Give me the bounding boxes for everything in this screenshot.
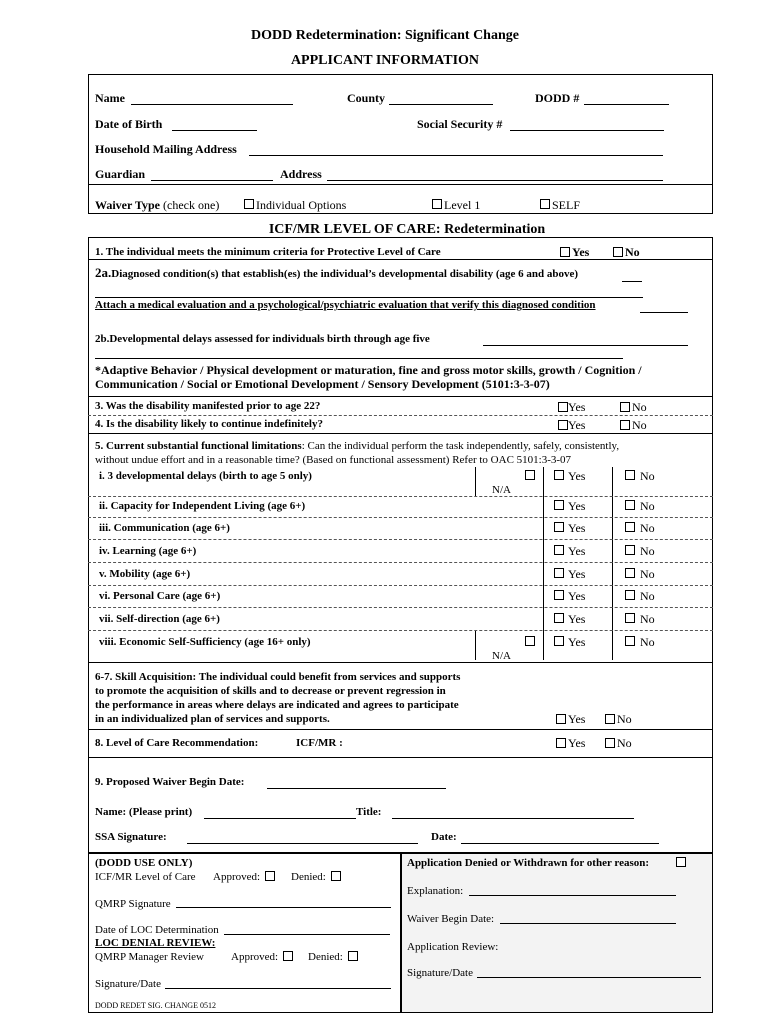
- q8-text: 8. Level of Care Recommendation:: [95, 737, 259, 749]
- no-label: No: [632, 418, 647, 432]
- yes-label: Yes: [568, 521, 586, 535]
- q2a-attach-note: Attach a medical evaluation and a psychological/psychiatric evaluation that verify this diagnosed condition: [95, 299, 596, 311]
- limitation-vi-no-checkbox[interactable]: [625, 590, 635, 600]
- review-approved-checkbox[interactable]: [283, 951, 293, 961]
- divider: [88, 562, 713, 563]
- q2a-attach-field[interactable]: [640, 312, 688, 313]
- yes-label: Yes: [572, 245, 590, 259]
- loc-approved-checkbox[interactable]: [265, 871, 275, 881]
- q8-icf-label: ICF/MR :: [296, 737, 343, 749]
- limitation-viii-no-checkbox[interactable]: [625, 636, 635, 646]
- ssa-date-label: Date:: [431, 831, 457, 843]
- divider: [88, 415, 713, 416]
- limitation-label: v. Mobility (age 6+): [99, 568, 191, 580]
- waiver-type-label: Waiver Type (check one): [95, 198, 220, 212]
- divider: [88, 517, 713, 518]
- dodd-number-field[interactable]: [584, 104, 669, 105]
- limitation-label: iii. Communication (age 6+): [99, 522, 230, 534]
- limitation-i-yes-checkbox[interactable]: [554, 470, 564, 480]
- no-label: No: [640, 499, 655, 513]
- no-label: No: [640, 589, 655, 603]
- approved-label: Approved:: [231, 951, 279, 963]
- q2a-answer-field[interactable]: [622, 281, 642, 282]
- dodd-use-heading: (DODD USE ONLY): [95, 857, 193, 869]
- denied-label: Denied:: [308, 951, 343, 963]
- ssa-signature-field[interactable]: [187, 843, 418, 844]
- signature-date-label: Signature/Date: [95, 978, 161, 990]
- ssa-signature-label: SSA Signature:: [95, 831, 167, 843]
- q1-text: 1. The individual meets the minimum criteria for Protective Level of Care: [95, 246, 441, 258]
- denied-label: Denied:: [291, 871, 326, 883]
- signature-date-field[interactable]: [165, 988, 391, 989]
- q4-yes-checkbox[interactable]: [558, 420, 568, 430]
- guardian-label: Guardian: [95, 167, 146, 181]
- limitation-iv-yes-checkbox[interactable]: [554, 545, 564, 555]
- denied-signature-date-field[interactable]: [477, 977, 701, 978]
- na-label: N/A: [492, 484, 511, 496]
- q4-text: 4. Is the disability likely to continue indefinitely?: [95, 418, 323, 430]
- waiver-begin-label: Waiver Begin Date:: [407, 913, 495, 925]
- limitation-ii-yes-checkbox[interactable]: [554, 500, 564, 510]
- limitation-label: viii. Economic Self-Sufficiency (age 16+ only): [99, 636, 311, 648]
- denied-signature-date-label: Signature/Date: [407, 967, 473, 979]
- limitation-iii-yes-checkbox[interactable]: [554, 522, 564, 532]
- divider: [88, 585, 713, 586]
- waiver-option-label: Individual Options: [256, 198, 347, 212]
- yes-label: Yes: [568, 612, 586, 626]
- name-field[interactable]: [131, 104, 293, 105]
- q67-no-checkbox[interactable]: [605, 714, 615, 724]
- q5-text-line2: without undue effort and in a reasonable time? (Based on functional assessment) Refer to OAC 5101:3-3-07: [95, 454, 572, 466]
- ssn-label: Social Security #: [417, 117, 503, 131]
- q8-no-checkbox[interactable]: [605, 738, 615, 748]
- adaptive-behavior-line2: Communication / Social or Emotional Development / Sensory Development (5101:3-3-07): [95, 377, 550, 391]
- limitation-label: ii. Capacity for Independent Living (age 6+): [99, 500, 306, 512]
- dob-label: Date of Birth: [95, 117, 163, 131]
- divider: [88, 184, 713, 185]
- county-field[interactable]: [389, 104, 493, 105]
- q4-no-checkbox[interactable]: [620, 420, 630, 430]
- name-label: Name: [95, 91, 125, 105]
- divider: [88, 539, 713, 540]
- loc-denied-checkbox[interactable]: [331, 871, 341, 881]
- no-label: No: [617, 712, 632, 726]
- ssa-date-field[interactable]: [461, 843, 659, 844]
- limitation-i-na-checkbox[interactable]: [525, 470, 535, 480]
- limitation-v-no-checkbox[interactable]: [625, 568, 635, 578]
- limitation-vii-yes-checkbox[interactable]: [554, 613, 564, 623]
- ssn-field[interactable]: [510, 130, 664, 131]
- limitation-vii-no-checkbox[interactable]: [625, 613, 635, 623]
- loc-date-label: Date of LOC Determination: [95, 924, 219, 936]
- application-review-label: Application Review:: [407, 941, 499, 953]
- yes-label: Yes: [568, 544, 586, 558]
- waiver-begin-field[interactable]: [500, 923, 676, 924]
- limitation-vi-yes-checkbox[interactable]: [554, 590, 564, 600]
- q3-text: 3. Was the disability manifested prior to age 22?: [95, 400, 321, 412]
- waiver-begin-date-field[interactable]: [267, 788, 446, 789]
- application-denied-box: [401, 853, 713, 1013]
- limitation-ii-no-checkbox[interactable]: [625, 500, 635, 510]
- q2a-condition-field[interactable]: [95, 297, 643, 298]
- divider: [475, 467, 476, 496]
- explanation-field[interactable]: [469, 895, 676, 896]
- limitation-viii-yes-checkbox[interactable]: [554, 636, 564, 646]
- limitation-label: i. 3 developmental delays (birth to age 5 only): [99, 470, 312, 482]
- explanation-label: Explanation:: [407, 885, 464, 897]
- no-label: No: [640, 567, 655, 581]
- q67-text-line4: in an individualized plan of services and supports.: [95, 713, 330, 725]
- yes-label: Yes: [568, 635, 586, 649]
- limitation-viii-na-checkbox[interactable]: [525, 636, 535, 646]
- qmrp-manager-review-label: QMRP Manager Review: [95, 951, 204, 963]
- print-name-label: Name: (Please print): [95, 806, 193, 818]
- yes-label: Yes: [568, 418, 586, 432]
- divider: [475, 630, 476, 660]
- no-label: No: [640, 635, 655, 649]
- waiver-option-label: Level 1: [444, 198, 481, 212]
- q8-yes-checkbox[interactable]: [556, 738, 566, 748]
- no-label: No: [640, 521, 655, 535]
- county-label: County: [347, 91, 386, 105]
- waiver-self-checkbox[interactable]: [540, 199, 550, 209]
- q67-text-line3: the performance in areas where delays are indicated and agrees to participate: [95, 699, 459, 711]
- limitation-label: vi. Personal Care (age 6+): [99, 590, 221, 602]
- q3-no-checkbox[interactable]: [620, 402, 630, 412]
- divider: [88, 662, 713, 663]
- divider: [88, 630, 713, 631]
- no-label: No: [632, 400, 647, 414]
- q2b-delays-field[interactable]: [95, 358, 623, 359]
- adaptive-behavior-line1: *Adaptive Behavior / Physical development or maturation, fine and gross motor skills, growth / Cognition /: [95, 363, 642, 377]
- application-denied-heading: Application Denied or Withdrawn for other reason:: [407, 857, 650, 869]
- divider: [88, 607, 713, 608]
- form-code: DODD REDET SIG. CHANGE 0512: [95, 1001, 216, 1010]
- q1-yes-checkbox[interactable]: [560, 247, 570, 257]
- q2b-field[interactable]: [483, 345, 688, 346]
- q9-text: 9. Proposed Waiver Begin Date:: [95, 776, 245, 788]
- q5-text-line1: 5. Current substantial functional limitations: Can the individual perform the task independently, safely, consistently,: [95, 440, 620, 452]
- q2b-text: 2b.Developmental delays assessed for individuals birth through age five: [95, 333, 430, 345]
- q67-text-line1: 6-7. Skill Acquisition: The individual could benefit from services and supports: [95, 671, 461, 683]
- title-label: Title:: [356, 806, 382, 818]
- yes-label: Yes: [568, 736, 586, 750]
- yes-label: Yes: [568, 712, 586, 726]
- no-label: No: [625, 245, 640, 259]
- dob-field[interactable]: [172, 130, 257, 131]
- no-label: No: [640, 469, 655, 483]
- limitation-label: iv. Learning (age 6+): [99, 545, 197, 557]
- title-field[interactable]: [392, 818, 634, 819]
- qmrp-signature-label: QMRP Signature: [95, 898, 171, 910]
- na-label: N/A: [492, 650, 511, 662]
- dodd-number-label: DODD #: [535, 91, 580, 105]
- limitation-iv-no-checkbox[interactable]: [625, 545, 635, 555]
- print-name-field[interactable]: [204, 818, 356, 819]
- qmrp-signature-field[interactable]: [176, 907, 391, 908]
- loc-date-field[interactable]: [224, 934, 390, 935]
- guardian-field[interactable]: [151, 180, 273, 181]
- guardian-address-field[interactable]: [327, 180, 663, 181]
- limitation-i-no-checkbox[interactable]: [625, 470, 635, 480]
- yes-label: Yes: [568, 567, 586, 581]
- no-label: No: [617, 736, 632, 750]
- yes-label: Yes: [568, 400, 586, 414]
- applicant-info-heading: APPLICANT INFORMATION: [290, 53, 480, 68]
- limitation-iii-no-checkbox[interactable]: [625, 522, 635, 532]
- divider: [88, 433, 713, 434]
- guardian-address-label: Address: [280, 167, 322, 181]
- divider: [88, 496, 713, 497]
- divider: [88, 259, 713, 260]
- q3-yes-checkbox[interactable]: [558, 402, 568, 412]
- yes-label: Yes: [568, 589, 586, 603]
- application-denied-checkbox[interactable]: [676, 857, 686, 867]
- divider: [88, 757, 713, 758]
- yes-label: Yes: [568, 469, 586, 483]
- limitation-v-yes-checkbox[interactable]: [554, 568, 564, 578]
- divider: [88, 729, 713, 730]
- mailing-address-field[interactable]: [249, 155, 663, 156]
- divider: [88, 396, 713, 397]
- waiver-option-label: SELF: [552, 198, 581, 212]
- waiver-individual-options-checkbox[interactable]: [244, 199, 254, 209]
- yes-label: Yes: [568, 499, 586, 513]
- q2a-text: 2a.Diagnosed condition(s) that establish(es) the individual’s developmental disability (age 6 and above): [95, 265, 579, 280]
- review-denied-checkbox[interactable]: [348, 951, 358, 961]
- mailing-address-label: Household Mailing Address: [95, 142, 237, 156]
- loc-heading: ICF/MR LEVEL OF CARE: Redetermination: [268, 222, 546, 237]
- q67-yes-checkbox[interactable]: [556, 714, 566, 724]
- form-title: DODD Redetermination: Significant Change: [251, 28, 519, 43]
- q1-no-checkbox[interactable]: [613, 247, 623, 257]
- waiver-level1-checkbox[interactable]: [432, 199, 442, 209]
- icf-loc-label: ICF/MR Level of Care: [95, 871, 196, 883]
- no-label: No: [640, 612, 655, 626]
- q67-text-line2: to promote the acquisition of skills and to decrease or prevent regression in: [95, 685, 446, 697]
- limitation-label: vii. Self-direction (age 6+): [99, 613, 220, 625]
- no-label: No: [640, 544, 655, 558]
- approved-label: Approved:: [213, 871, 261, 883]
- loc-denial-review-heading: LOC DENIAL REVIEW:: [95, 937, 216, 949]
